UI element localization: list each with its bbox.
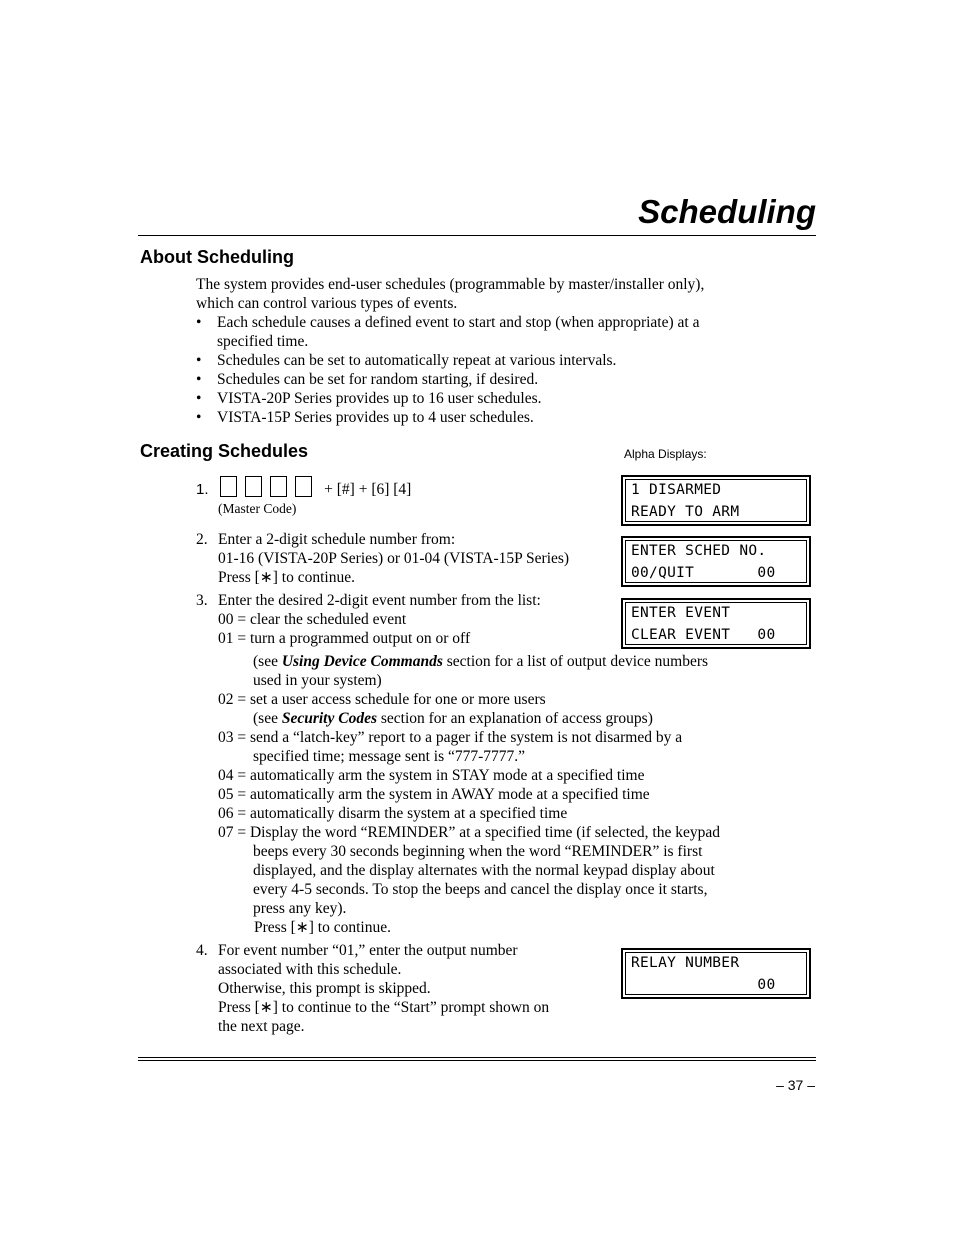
event-option: 01 = turn a programmed output on or off (218, 630, 471, 647)
bullet-item (196, 389, 816, 408)
reference-title: Using Device Commands (281, 653, 443, 670)
bullet-text: VISTA-15P Series provides up to 4 user schedules. (217, 409, 534, 426)
bullet-item (196, 408, 816, 427)
step-text: 01-16 (VISTA-20P Series) or 01-04 (VISTA-15P Series) (218, 550, 570, 567)
event-option: 07 = Display the word “REMINDER” at a specified time (if selected, the keypad (218, 824, 721, 841)
step-text: Enter a 2-digit schedule number from: (218, 531, 456, 548)
step-text: For event number “01,” enter the output number (218, 942, 518, 959)
step-number: 3. (196, 592, 208, 609)
bullet-dot: • (196, 390, 202, 407)
see-text: (see (253, 710, 282, 727)
step-number: 1. (196, 481, 209, 498)
title-rule (138, 235, 816, 236)
display-line: READY TO ARM (631, 504, 740, 520)
code-digit-box (295, 476, 312, 497)
bullet-dot: • (196, 409, 202, 426)
bullet-dot: • (196, 371, 202, 388)
page-title: Scheduling (638, 193, 816, 230)
bullet-text: Schedules can be set to automatically repeat at various intervals. (217, 352, 617, 369)
about-section (196, 275, 816, 427)
display-line: 00/QUIT 00 (631, 565, 776, 581)
code-digit-box (270, 476, 287, 497)
step-text: associated with this schedule. (218, 961, 402, 978)
bullet-item (196, 313, 816, 351)
event-option-cont: beeps every 30 seconds beginning when the word “REMINDER” is first (253, 843, 703, 860)
step-text: Otherwise, this prompt is skipped. (218, 980, 431, 997)
key-sequence: + [#] + [6] [4] (324, 481, 412, 498)
alpha-display-event (621, 598, 811, 649)
event-option: 06 = automatically disarm the system at a specified time (218, 805, 568, 822)
event-option: 05 = automatically arm the system in AWAY mode at a specified time (218, 786, 650, 803)
see-text: (see (253, 653, 282, 670)
event-option: 00 = clear the scheduled event (218, 611, 407, 628)
event-option: 03 = send a “latch-key” report to a pager if the system is not disarmed by a (218, 729, 683, 746)
continue-instruction: Press [∗] to continue. (254, 919, 391, 936)
event-option: 02 = set a user access schedule for one or more users (218, 691, 546, 708)
creating-heading: Creating Schedules (140, 441, 309, 461)
event-option-cont: specified time; message sent is “777-7777.” (253, 748, 526, 765)
code-digit-box (245, 476, 262, 497)
about-heading: About Scheduling (140, 247, 294, 267)
step-number: 2. (196, 531, 208, 548)
event-option-cont: press any key). (253, 900, 347, 917)
display-line: RELAY NUMBER (631, 955, 740, 971)
bullet-item (196, 351, 816, 370)
see-text: section for a list of output device numbers (442, 653, 709, 670)
step-number: 4. (196, 942, 208, 959)
step-text: Press [∗] to continue. (218, 569, 355, 586)
display-line: CLEAR EVENT 00 (631, 627, 776, 643)
bullet-text: Each schedule causes a defined event to start and stop (when appropriate) at a (217, 314, 700, 331)
step-1 (196, 476, 411, 499)
master-code-note: (Master Code) (218, 501, 297, 516)
bullet-text: VISTA-20P Series provides up to 16 user schedules. (217, 390, 542, 407)
bullet-dot: • (196, 352, 202, 369)
see-text: section for an explanation of access groups) (376, 710, 653, 727)
bullet-text: specified time. (217, 333, 309, 350)
step-2 (196, 530, 569, 587)
see-text: used in your system) (253, 672, 382, 689)
about-intro-line: which can control various types of events. (196, 295, 458, 312)
see-reference (218, 709, 720, 728)
event-option-cont: displayed, and the display alternates with the normal keypad display about (253, 862, 715, 879)
page-number: – 37 – (776, 1077, 815, 1093)
step-4 (196, 941, 549, 1036)
bullet-dot: • (196, 314, 202, 331)
bullet-item (196, 370, 816, 389)
step-text: the next page. (218, 1018, 305, 1035)
alpha-display-sched-no (621, 536, 811, 587)
about-intro-line: The system provides end-user schedules (programmable by master/installer only), (196, 276, 705, 293)
see-reference (218, 652, 720, 671)
display-line: 00 (631, 977, 776, 993)
bullet-text: Schedules can be set for random starting, if desired. (217, 371, 539, 388)
step-text: Press [∗] to continue to the “Start” prompt shown on (218, 999, 550, 1016)
alpha-displays-label: Alpha Displays: (624, 447, 707, 461)
display-line: ENTER EVENT (631, 605, 731, 621)
alpha-display-relay (621, 948, 811, 999)
step-text: Enter the desired 2-digit event number from the list: (218, 592, 541, 609)
reference-title: Security Codes (281, 710, 377, 727)
event-option: 04 = automatically arm the system in STAY mode at a specified time (218, 767, 645, 784)
alpha-display-disarmed (621, 475, 811, 526)
event-option-cont: every 4-5 seconds. To stop the beeps and cancel the display once it starts, (253, 881, 708, 898)
code-digit-box (220, 476, 237, 497)
footer-rule (138, 1057, 816, 1058)
footer-rule (138, 1060, 816, 1061)
display-line: ENTER SCHED NO. (631, 543, 767, 559)
display-line: 1 DISARMED (631, 482, 722, 498)
